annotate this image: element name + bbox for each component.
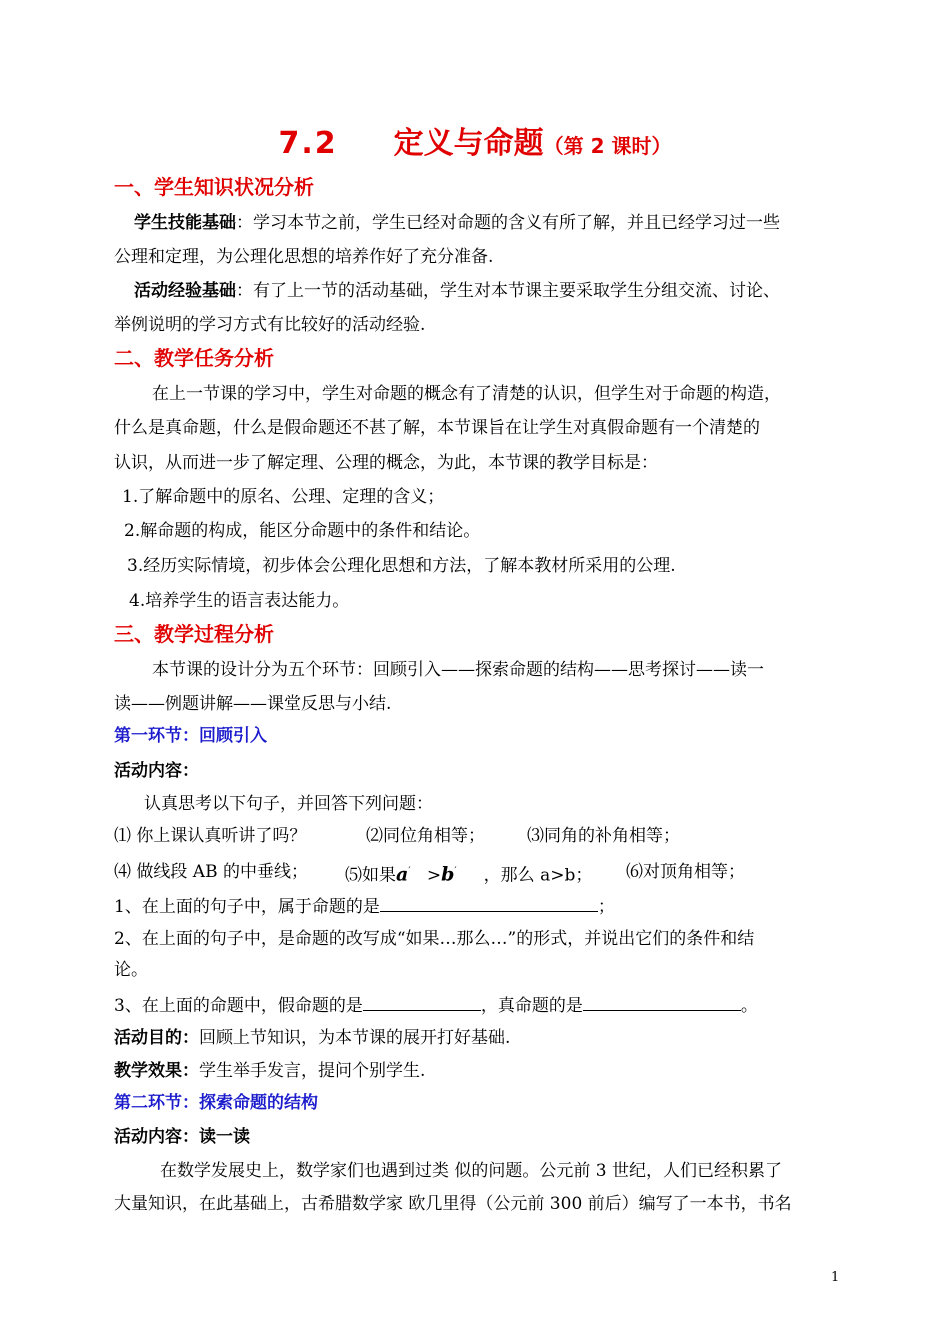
step-1-heading: 第一环节：回顾引入 <box>114 726 267 746</box>
question-3-text-b: ，真命题的是 <box>480 996 583 1016</box>
effect-label: 教学效果： <box>114 1061 199 1081</box>
math-a: a <box>396 863 409 886</box>
step-2-para-1: 在数学发展史上，数学家们也遇到过类 似的问题。公元前 3 世纪，人们已经积累了 <box>160 1161 783 1181</box>
question-2-line-1: 2、在上面的句子中，是命题的改写成“如果…那么…”的形式，并说出它们的条件和结 <box>114 929 755 949</box>
question-1-end: ； <box>597 897 615 917</box>
task-para-1: 在上一节课的学习中，学生对命题的概念有了清楚的认识，但学生对于命题的构造， <box>152 384 781 404</box>
question-3-end: 。 <box>740 996 758 1016</box>
goal-1: 1.了解命题中的原名、公理、定理的含义； <box>122 487 445 507</box>
page-number: 1 <box>831 1270 840 1285</box>
skill-line-1 <box>134 212 780 234</box>
purpose-line <box>114 1027 510 1049</box>
step-2-content-label: 活动内容：读一读 <box>114 1127 250 1147</box>
math-b: b <box>441 863 455 886</box>
task-para-2: 什么是真命题，什么是假命题还不甚了解，本节课旨在让学生对真假命题有一个清楚的 <box>114 418 760 438</box>
purpose-label: 活动目的： <box>114 1028 199 1048</box>
process-para-1: 本节课的设计分为五个环节：回顾引入——探索命题的结构——思考探讨——读一 <box>152 660 764 680</box>
activity-line-2: 举例说明的学习方式有比较好的活动经验. <box>114 315 426 335</box>
skill-text-1: ：学习本节之前，学生已经对命题的含义有所了解，并且已经学习过一些 <box>236 213 780 233</box>
activity-line-1 <box>134 280 780 302</box>
question-3-text-a: 3、在上面的命题中，假命题的是 <box>114 996 363 1016</box>
title-main: 定义与命题 <box>393 126 544 161</box>
skill-label: 学生技能基础 <box>134 213 236 233</box>
sentence-4: ⑷ 做线段 AB 的中垂线； <box>114 862 308 882</box>
step-1-intro: 认真思考以下句子，并回答下列问题： <box>144 794 433 814</box>
skill-line-2: 公理和定理，为公理化思想的培养作好了充分准备. <box>114 247 494 267</box>
sentence-1: ⑴ 你上课认真听讲了吗？ <box>114 826 307 846</box>
title-sub: （第 2 课时） <box>543 134 672 158</box>
task-para-3: 认识，从而进一步了解定理、公理的概念，为此，本节课的教学目标是： <box>114 453 658 473</box>
question-1-text: 1、在上面的句子中，属于命题的是 <box>114 897 380 917</box>
sentence-5-prefix: ⑸如果 <box>345 865 396 886</box>
title-number: 7.2 <box>278 126 338 161</box>
sentence-5: ⑸如果a′ >b′ ，那么 a>b； <box>345 863 593 886</box>
sentence-6: ⑹对顶角相等； <box>626 862 745 882</box>
step-1-content-label: 活动内容： <box>114 761 199 781</box>
step-2-para-2: 大量知识，在此基础上，古希腊数学家 欧几里得（公元前 300 前后）编写了一本书，书名 <box>114 1194 792 1214</box>
answer-blank-false[interactable] <box>363 993 481 1011</box>
activity-text-1: ：有了上一节的活动基础，学生对本节课主要采取学生分组交流、讨论、 <box>236 281 780 301</box>
section-2-heading: 二、教学任务分析 <box>114 346 274 370</box>
goal-3: 3.经历实际情境，初步体会公理化思想和方法，了解本教材所采用的公理. <box>127 556 676 576</box>
process-para-2: 读——例题讲解——课堂反思与小结. <box>114 694 392 714</box>
page-title <box>0 118 950 162</box>
goal-2: 2.解命题的构成，能区分命题中的条件和结论。 <box>124 521 481 541</box>
answer-blank-1[interactable] <box>380 894 598 912</box>
goal-4: 4.培养学生的语言表达能力。 <box>129 591 350 611</box>
sentence-5-suffix: ，那么 a>b； <box>483 865 593 886</box>
answer-blank-true[interactable] <box>583 993 741 1011</box>
question-3 <box>114 993 758 1017</box>
section-1-heading: 一、学生知识状况分析 <box>114 175 314 199</box>
math-gt: > <box>426 865 442 886</box>
effect-text: 学生举手发言，提问个别学生. <box>199 1061 426 1081</box>
sentence-2: ⑵同位角相等； <box>366 826 485 846</box>
sentence-3: ⑶同角的补角相等； <box>527 826 680 846</box>
activity-label: 活动经验基础 <box>134 281 236 301</box>
section-3-heading: 三、教学过程分析 <box>114 622 274 646</box>
step-2-heading: 第二环节：探索命题的结构 <box>114 1093 318 1113</box>
question-2-line-2: 论。 <box>114 960 148 980</box>
question-1 <box>114 894 615 918</box>
purpose-text: 回顾上节知识，为本节课的展开打好基础. <box>199 1028 511 1048</box>
effect-line <box>114 1060 425 1082</box>
